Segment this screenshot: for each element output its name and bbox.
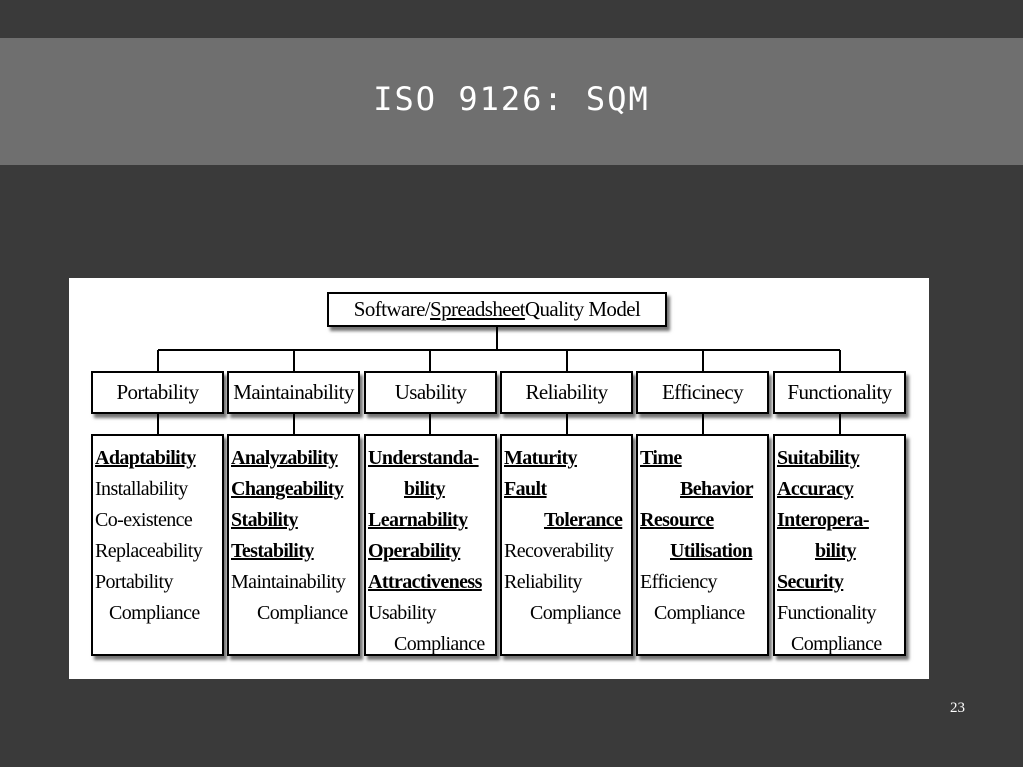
subcharacteristic-item: Resource [640, 509, 714, 531]
page-number: 23 [950, 700, 965, 716]
subcharacteristic-item: Portability [95, 571, 173, 593]
subcharacteristic-item: Stability [231, 509, 298, 531]
subcharacteristic-item: bility [815, 540, 856, 562]
subcharacteristic-item: Behavior [680, 478, 753, 500]
subcharacteristics-box-1 [227, 434, 360, 656]
subcharacteristic-item: Analyzability [231, 447, 338, 469]
subcharacteristic-item: Security [777, 571, 844, 593]
subcharacteristic-item: Fault [504, 478, 547, 500]
subcharacteristic-item: Maintainability [231, 571, 346, 593]
subcharacteristic-item: Usability [368, 602, 436, 624]
subcharacteristic-item: Accuracy [777, 478, 854, 500]
subcharacteristics-box-3 [500, 434, 633, 656]
category-box-3: Reliability [500, 371, 633, 414]
subcharacteristic-item: Co-existence [95, 509, 193, 531]
subcharacteristic-item: Suitability [777, 447, 860, 469]
subcharacteristic-item: Maturity [504, 447, 577, 469]
subcharacteristic-item: bility [404, 478, 445, 500]
root-prefix: Software/ [353, 297, 431, 321]
subcharacteristic-item: Time [640, 447, 682, 469]
subcharacteristic-item: Recoverability [504, 540, 614, 562]
subcharacteristic-item: Utilisation [670, 540, 753, 562]
subcharacteristic-item: Adaptability [95, 447, 196, 469]
category-box-4: Efficinecy [636, 371, 769, 414]
slide-title: ISO 9126: SQM [373, 80, 650, 118]
subcharacteristic-item: Interopera- [777, 509, 869, 531]
subcharacteristics-box-4 [636, 434, 769, 656]
category-box-5: Functionality [773, 371, 906, 414]
subcharacteristic-item: Efficiency [640, 571, 717, 593]
subcharacteristic-item: Compliance [109, 602, 200, 624]
subcharacteristic-item: Attractiveness [368, 571, 482, 593]
subcharacteristic-item: Testability [231, 540, 314, 562]
subcharacteristic-item: Reliability [504, 571, 582, 593]
subcharacteristic-item: Functionality [777, 602, 876, 624]
subcharacteristic-item: Compliance [654, 602, 745, 624]
subcharacteristic-item: Compliance [530, 602, 621, 624]
subcharacteristics-box-0 [91, 434, 224, 656]
subcharacteristics-box-5 [773, 434, 906, 656]
subcharacteristic-item: Installability [95, 478, 188, 500]
subcharacteristic-item: Compliance [394, 633, 485, 655]
category-box-1: Maintainability [227, 371, 360, 414]
subcharacteristic-item: Changeability [231, 478, 344, 500]
root-box [327, 292, 667, 327]
root-underlined: Spreadsheet [430, 297, 525, 321]
iso9126-diagram [69, 278, 929, 679]
category-box-2: Usability [364, 371, 497, 414]
subcharacteristic-item: Compliance [257, 602, 348, 624]
subcharacteristic-item: Compliance [791, 633, 882, 655]
subcharacteristics-box-2 [364, 434, 497, 656]
subcharacteristic-item: Learnability [368, 509, 468, 531]
category-box-0: Portability [91, 371, 224, 414]
subcharacteristic-item: Understanda- [368, 447, 479, 469]
subcharacteristic-item: Operability [368, 540, 461, 562]
subcharacteristic-item: Replaceability [95, 540, 203, 562]
root-suffix: Quality Model [524, 297, 641, 321]
subcharacteristic-item: Tolerance [544, 509, 623, 531]
